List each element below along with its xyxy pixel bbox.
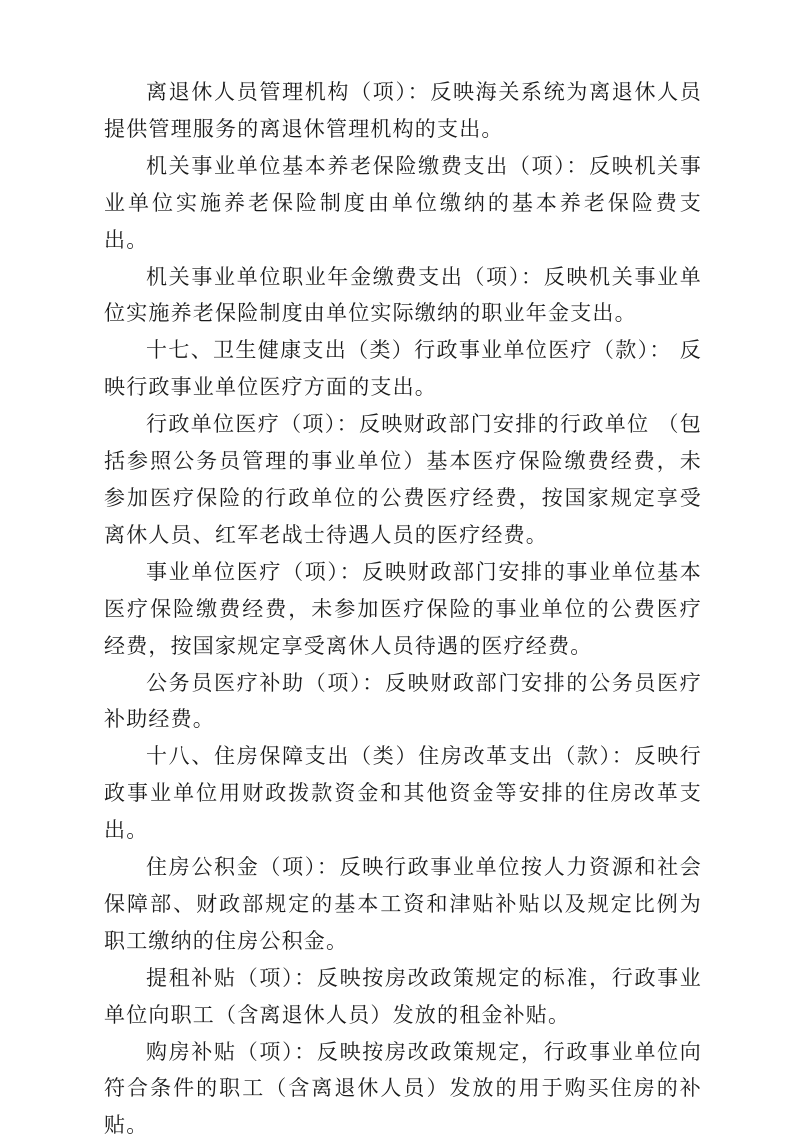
paragraph-housing-security-expenditure: 十八、住房保障支出（类）住房改革支出（款）：反映行政事业单位用财政拨款资金和其他资金等安排的住房改革支出。 [104,744,702,843]
paragraph-housing-provident-fund: 住房公积金（项）：反映行政事业单位按人力资源和社会保障部、财政部规定的基本工资和津贴补贴以及规定比例为职工缴纳的住房公积金。 [104,855,702,953]
paragraph-occupational-annuity: 机关事业单位职业年金缴费支出（项）：反映机关事业单位实施养老保险制度由单位实际缴纳的职业年金支出。 [104,264,702,326]
paragraph-civil-servant-medical-subsidy: 公务员医疗补助（项）：反映财政部门安排的公务员医疗补助经费。 [104,670,702,732]
paragraph-health-expenditure: 十七、卫生健康支出（类）行政事业单位医疗（款）： 反映行政事业单位医疗方面的支出。 [104,338,702,400]
paragraph-retiree-management-agency: 离退休人员管理机构（项）：反映海关系统为离退休人员提供管理服务的离退休管理机构的支出。 [104,80,702,141]
paragraph-rent-subsidy: 提租补贴（项）：反映按房改政策规定的标准，行政事业单位向职工（含离退休人员）发放的租金补贴。 [104,965,702,1027]
paragraph-basic-pension-contribution: 机关事业单位基本养老保险缴费支出（项）：反映机关事业单位实施养老保险制度由单位缴纳的基本养老保险费支出。 [104,153,702,252]
document-body [104,74,702,1144]
paragraph-public-institution-medical: 事业单位医疗（项）：反映财政部门安排的事业单位基本医疗保险缴费经费，未参加医疗保险的事业单位的公费医疗经费，按国家规定享受离休人员待遇的医疗经费。 [104,559,702,658]
paragraph-home-purchase-subsidy: 购房补贴（项）：反映按房改政策规定，行政事业单位向符合条件的职工（含离退休人员）发放的用于购买住房的补贴。 [104,1039,702,1138]
paragraph-administrative-unit-medical: 行政单位医疗（项）：反映财政部门安排的行政单位 （包括参照公务员管理的事业单位）基本医疗保险缴费经费，未参加医疗保险的行政单位的公费医疗经费，按国家规定享受离休人员、红军老战士待遇人员的医疗经费。 [104,412,702,547]
